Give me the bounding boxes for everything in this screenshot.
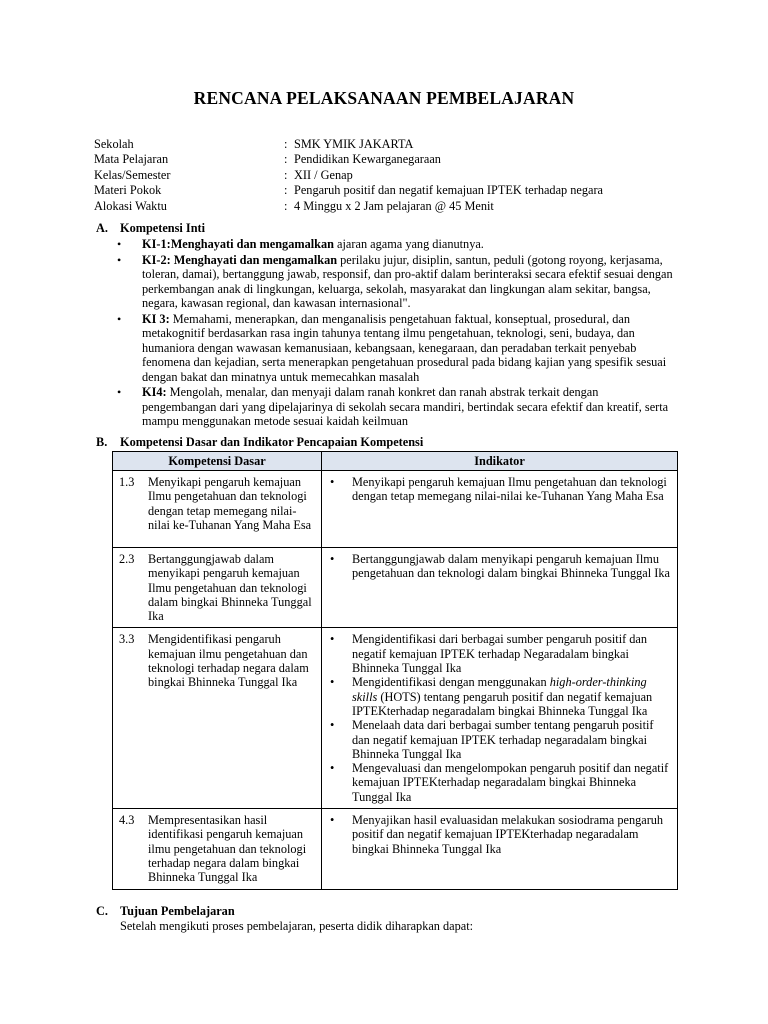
ki-body: Mengolah, menalar, dan menyaji dalam ranah konkret dan ranah abstrak terkait dengan pengembangan dari yang dipelajarinya di sekolah secara mandiri, bertindak secara efektif dan kreatif, serta mampu menggunakan metode sesuai kaidah keilmuan bbox=[142, 385, 669, 428]
bullet-icon: • bbox=[330, 675, 335, 690]
table-row bbox=[113, 809, 678, 889]
identity-row-mata-pelajaran bbox=[94, 152, 603, 167]
bullet-icon: • bbox=[117, 311, 122, 326]
kd-cell bbox=[113, 471, 322, 548]
kd-number: 1.3 bbox=[119, 475, 135, 489]
indikator-item bbox=[328, 813, 671, 856]
identity-label: Materi Pokok bbox=[94, 183, 162, 198]
kd-cell bbox=[113, 548, 322, 628]
identity-row-sekolah bbox=[94, 137, 603, 152]
identity-colon: : bbox=[284, 152, 288, 167]
section-a-heading bbox=[96, 221, 205, 236]
section-title: Tujuan Pembelajaran bbox=[120, 904, 235, 918]
kd-text: Bertanggungjawab dalam menyikapi pengaruh kemajuan Ilmu pengetahuan dan teknologi dalam bingkai Bhinneka Tunggal Ika bbox=[148, 552, 312, 624]
bullet-icon: • bbox=[117, 385, 122, 399]
bullet-icon: • bbox=[330, 718, 335, 733]
ki-item bbox=[117, 385, 673, 429]
header-kompetensi-dasar: Kompetensi Dasar bbox=[113, 452, 322, 471]
tujuan-intro-text: Setelah mengikuti proses pembelajaran, peserta didik diharapkan dapat: bbox=[120, 919, 474, 933]
identity-value: SMK YMIK JAKARTA bbox=[294, 137, 414, 151]
bullet-icon: • bbox=[330, 632, 335, 647]
document-title: RENCANA PELAKSANAAN PEMBELAJARAN bbox=[193, 88, 575, 108]
identity-row-materi-pokok bbox=[94, 183, 603, 198]
ki-text bbox=[142, 237, 673, 252]
indikator-item bbox=[328, 761, 671, 804]
identity-label: Sekolah bbox=[94, 137, 134, 151]
indikator-text: Menelaah data dari berbagai sumber tentang pengaruh positif dan negatif kemajuan IPTEK terhadap negaradalam bingkai Bhinneka Tunggal Ika bbox=[352, 718, 654, 761]
identity-colon: : bbox=[284, 167, 288, 182]
bullet-icon: • bbox=[330, 761, 335, 776]
table-header-row bbox=[113, 452, 678, 471]
ki-body: perilaku jujur, disiplin, santun, peduli (gotong royong, kerjasama, toleran, damai), bertanggung jawab, responsif, dan pro-aktif dalam berinteraksi secara efektif sesuai dengan perkembangan anak di lingkungan, keluarga, sekolah, masyarakat dan lingkungan alam sekitar, bangsa, negara, kawasan regional, dan kawasan internasional". bbox=[142, 252, 673, 310]
ki-text bbox=[142, 253, 673, 311]
indikator-cell bbox=[322, 809, 678, 889]
ki-item bbox=[117, 253, 673, 311]
indikator-item bbox=[328, 552, 671, 581]
bullet-icon: • bbox=[117, 252, 122, 267]
indikator-cell bbox=[322, 628, 678, 809]
bullet-icon: • bbox=[330, 813, 335, 828]
kd-number: 4.3 bbox=[119, 813, 135, 828]
section-letter: A. bbox=[96, 221, 108, 235]
kd-cell bbox=[113, 628, 322, 809]
kd-text: Mempresentasikan hasil identifikasi pengaruh kemajuan ilmu pengetahuan dan teknologi terhadap negara dalam bingkai Bhinneka Tunggal Ika bbox=[148, 813, 307, 885]
identity-value: Pengaruh positif dan negatif kemajuan IPTEK terhadap negara bbox=[294, 183, 604, 198]
ki-bold-label: KI-2: Menghayati dan mengamalkan bbox=[142, 252, 338, 267]
indikator-text bbox=[352, 675, 671, 718]
section-letter: B. bbox=[96, 435, 108, 449]
indikator-cell bbox=[322, 548, 678, 628]
indikator-text: Mengidentifikasi dari berbagai sumber pengaruh positif dan negatif kemajuan IPTEK terhadap Negaradalam bingkai Bhinneka Tunggal Ika bbox=[352, 632, 648, 676]
indikator-text: Bertanggungjawab dalam menyikapi pengaruh kemajuan Ilmu pengetahuan dan teknologi dalam bingkai Bhinneka Tunggal Ika bbox=[352, 552, 670, 581]
indikator-italic-term: high-order-thinking skills bbox=[352, 675, 647, 704]
identity-colon: : bbox=[284, 137, 288, 151]
indikator-text: Menyajikan hasil evaluasidan melakukan sosiodrama pengaruh positif dan negatif kemajuan IPTEKterhadap negaradalam bingkai Bhinneka Tunggal Ika bbox=[352, 813, 664, 856]
identity-label: Mata Pelajaran bbox=[94, 152, 169, 167]
kompetensi-inti-list bbox=[117, 237, 673, 430]
indikator-text-part: (HOTS) tentang pengaruh positif dan negatif kemajuan IPTEKterhadap negaradalam bingkai Bhinneka Tunggal Ika bbox=[352, 689, 653, 718]
ki-item bbox=[117, 237, 673, 252]
ki-item bbox=[117, 312, 673, 385]
header-indikator: Indikator bbox=[322, 452, 678, 471]
bullet-icon: • bbox=[330, 475, 335, 489]
identity-block bbox=[94, 137, 603, 214]
indikator-item bbox=[328, 675, 671, 718]
table-row bbox=[113, 471, 678, 548]
identity-colon: : bbox=[284, 183, 288, 198]
table-row bbox=[113, 548, 678, 628]
indikator-item bbox=[328, 475, 671, 504]
identity-row-kelas-semester bbox=[94, 168, 603, 183]
ki-bold-label: KI 3: bbox=[142, 311, 170, 326]
section-title: Kompetensi Dasar dan Indikator Pencapaian Kompetensi bbox=[120, 435, 424, 449]
section-title: Kompetensi Inti bbox=[120, 221, 206, 235]
section-b-heading bbox=[96, 435, 423, 450]
identity-value: 4 Minggu x 2 Jam pelajaran @ 45 Menit bbox=[294, 198, 494, 213]
bullet-icon: • bbox=[330, 552, 335, 566]
ki-bold-label: KI-1:Menghayati dan mengamalkan bbox=[142, 237, 334, 251]
indikator-text: Mengevaluasi dan mengelompokan pengaruh positif dan negatif kemajuan IPTEKterhadap negaradalam bingkai Bhinneka Tunggal Ika bbox=[352, 761, 669, 804]
identity-row-alokasi-waktu bbox=[94, 199, 603, 214]
section-c-heading bbox=[96, 904, 235, 919]
kd-cell bbox=[113, 809, 322, 889]
ki-bold-label: KI4: bbox=[142, 385, 167, 399]
kd-number: 2.3 bbox=[119, 552, 135, 566]
table-row bbox=[113, 628, 678, 809]
identity-value: XII / Genap bbox=[294, 167, 353, 182]
kd-indikator-table bbox=[112, 451, 678, 890]
identity-colon: : bbox=[284, 198, 288, 213]
indikator-text-part: Mengidentifikasi dengan menggunakan bbox=[352, 675, 550, 690]
kd-text: Menyikapi pengaruh kemajuan Ilmu pengetahuan dan teknologi dengan tetap memegang nilai-nilai ke-Tuhanan Yang Maha Esa bbox=[148, 475, 312, 532]
indikator-text: Menyikapi pengaruh kemajuan Ilmu pengetahuan dan teknologi dengan tetap memegang nilai-nilai ke-Tuhanan Yang Maha Esa bbox=[352, 475, 667, 504]
identity-value: Pendidikan Kewarganegaraan bbox=[294, 152, 441, 167]
ki-text bbox=[142, 312, 673, 385]
kd-text: Mengidentifikasi pengaruh kemajuan ilmu pengetahuan dan teknologi terhadap negara dalam bingkai Bhinneka Tunggal Ika bbox=[148, 632, 309, 690]
ki-body: ajaran agama yang dianutnya. bbox=[333, 237, 484, 251]
ki-body: Memahami, menerapkan, dan menganalisis pengetahuan faktual, konseptual, prosedural, dan metakognitif berdasarkan rasa ingin tahunya tentang ilmu pengetahuan, teknologi, seni, budaya, dan humaniora dengan wawasan kemanusiaan, kebangsaan, kenegaraan, dan peradaban terkait penyebab fenomena dan kejadian, serta menerapkan pengetahuan prosedural pada bidang kajian yang spesifik sesuai dengan bakat dan minatnya untuk memecahkan masalah bbox=[142, 311, 667, 384]
ki-text bbox=[142, 385, 673, 429]
bullet-icon: • bbox=[117, 237, 122, 251]
identity-label: Kelas/Semester bbox=[94, 167, 171, 182]
identity-label: Alokasi Waktu bbox=[94, 198, 167, 213]
indikator-item bbox=[328, 718, 671, 761]
kd-number: 3.3 bbox=[119, 632, 135, 647]
indikator-cell bbox=[322, 471, 678, 548]
section-letter: C. bbox=[96, 904, 108, 918]
indikator-item bbox=[328, 632, 671, 675]
